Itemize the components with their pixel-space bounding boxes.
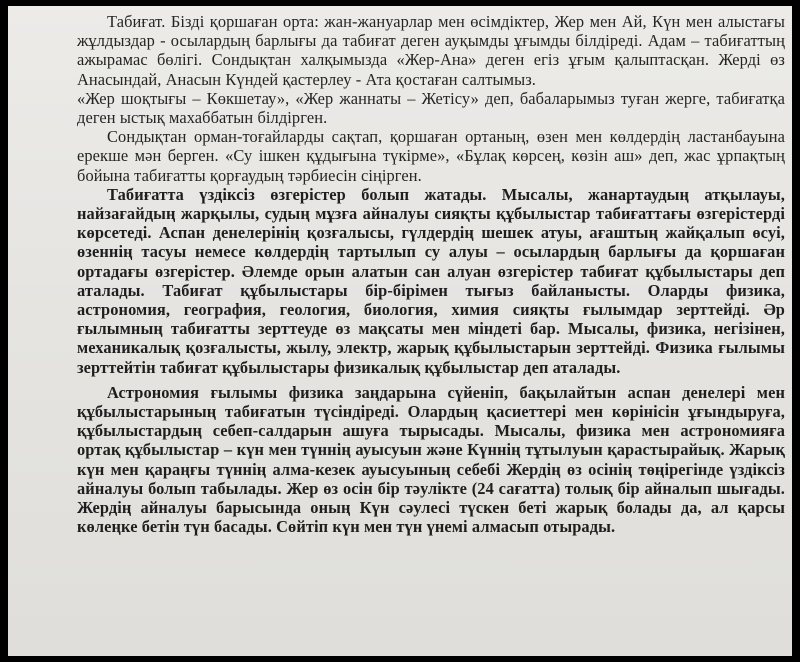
paragraph-astronomy: Астрономия ғылымы физика заңдарына сүйеніп, бақылайтын аспан денелері мен құбылыстарының табиғатын түсіндіреді. Олардың қасиеттері мен көрінісін ұғындыруға, құбылыстардың себеп-салдарын ашуға тырысады. Мысалы, физика мен астрономияға ортақ құбылыстар – күн мен түннің ауысуын және Күннің тұтылуын қарастырайық. Жарық күн мен қараңғы түннің алма-кезек ауысуының себебі Жердің өз осінің төңірегінде үздіксіз айналуы болып табылады. Жер өз осін бір тәулікте (24 сағатта) толық бір айналып шығады. Жердің айналуы барысында оның Күн сәулесі түскен беті жарық болады да, ал қарсы көлеңке бетін түн басады. Сөйтіп күн мен түн үнемі алмасып отырады.	[77, 382, 785, 537]
paragraph-proverbs: «Жер шоқтығы – Көкшетау», «Жер жаннаты – Жетісу» деп, бабаларымыз туған жерге, табиғатқа деген ыстық махаббатын білдірген.	[77, 88, 785, 128]
paragraph-phenomena: Табиғатта үздіксіз өзгерістер болып жатады. Мысалы, жанартаудың атқылауы, найзағайдың жарқылы, судың мұзға айналуы сияқты құбылыстар табиғаттағы өзгерістерді көрсетеді. Аспан денелерінің қозғалысы, гүлдердің шешек атуы, ағаштың жайқалып өсуі, өзеннің тасуы немесе көлдердің тартылып су алуы – осылардың барлығы да қоршаған ортадағы өзгерістер. Әлемде орын алатын сан алуан өзгерістер табиғат құбылыстары деп аталады. Табиғат құбылыстары бір-бірімен тығыз байланысты. Оларды физика, астрономия, география, геология, биология, химия сияқты ғылымдар зерттейді. Әр ғылымның табиғатты зерттеуде өз мақсаты мен міндеті бар. Мысалы, физика, негізінен, механикалық қозғалысты, жылу, электр, жарық құбылыстарын зерттейді. Физика ғылымы зерттейтін табиғат құбылыстары физикалық құбылыстар деп аталады.	[77, 184, 785, 377]
document-page	[8, 6, 792, 656]
paragraph-intro: Табиғат. Бізді қоршаған орта: жан-жануарлар мен өсімдіктер, Жер мен Ай, Күн мен алыстағы жұлдыздар - осылардың барлығы да табиғат деген ауқымды ұғымды білдіреді. Адам – табиғаттың ажырамас бөлігі. Сондықтан халқымызда «Жер-Ана» деген егіз ұғым қалыптасқан. Жерді өз Анасындай, Анасын Күндей қастерлеу - Ата қостаған салтымыз.	[77, 12, 785, 89]
paragraph-protection: Сондықтан орман-тоғайларды сақтап, қоршаған ортаның, өзен мен көлдердің ластанбауына ерекше мән берген. «Су ішкен құдығына түкірме», «Бұлақ көрсең, көзін аш» деп, жас ұрпақтың бойына табиғатты қорғаудың тәрбиесін сіңірген.	[77, 127, 785, 185]
document-body	[77, 12, 785, 536]
